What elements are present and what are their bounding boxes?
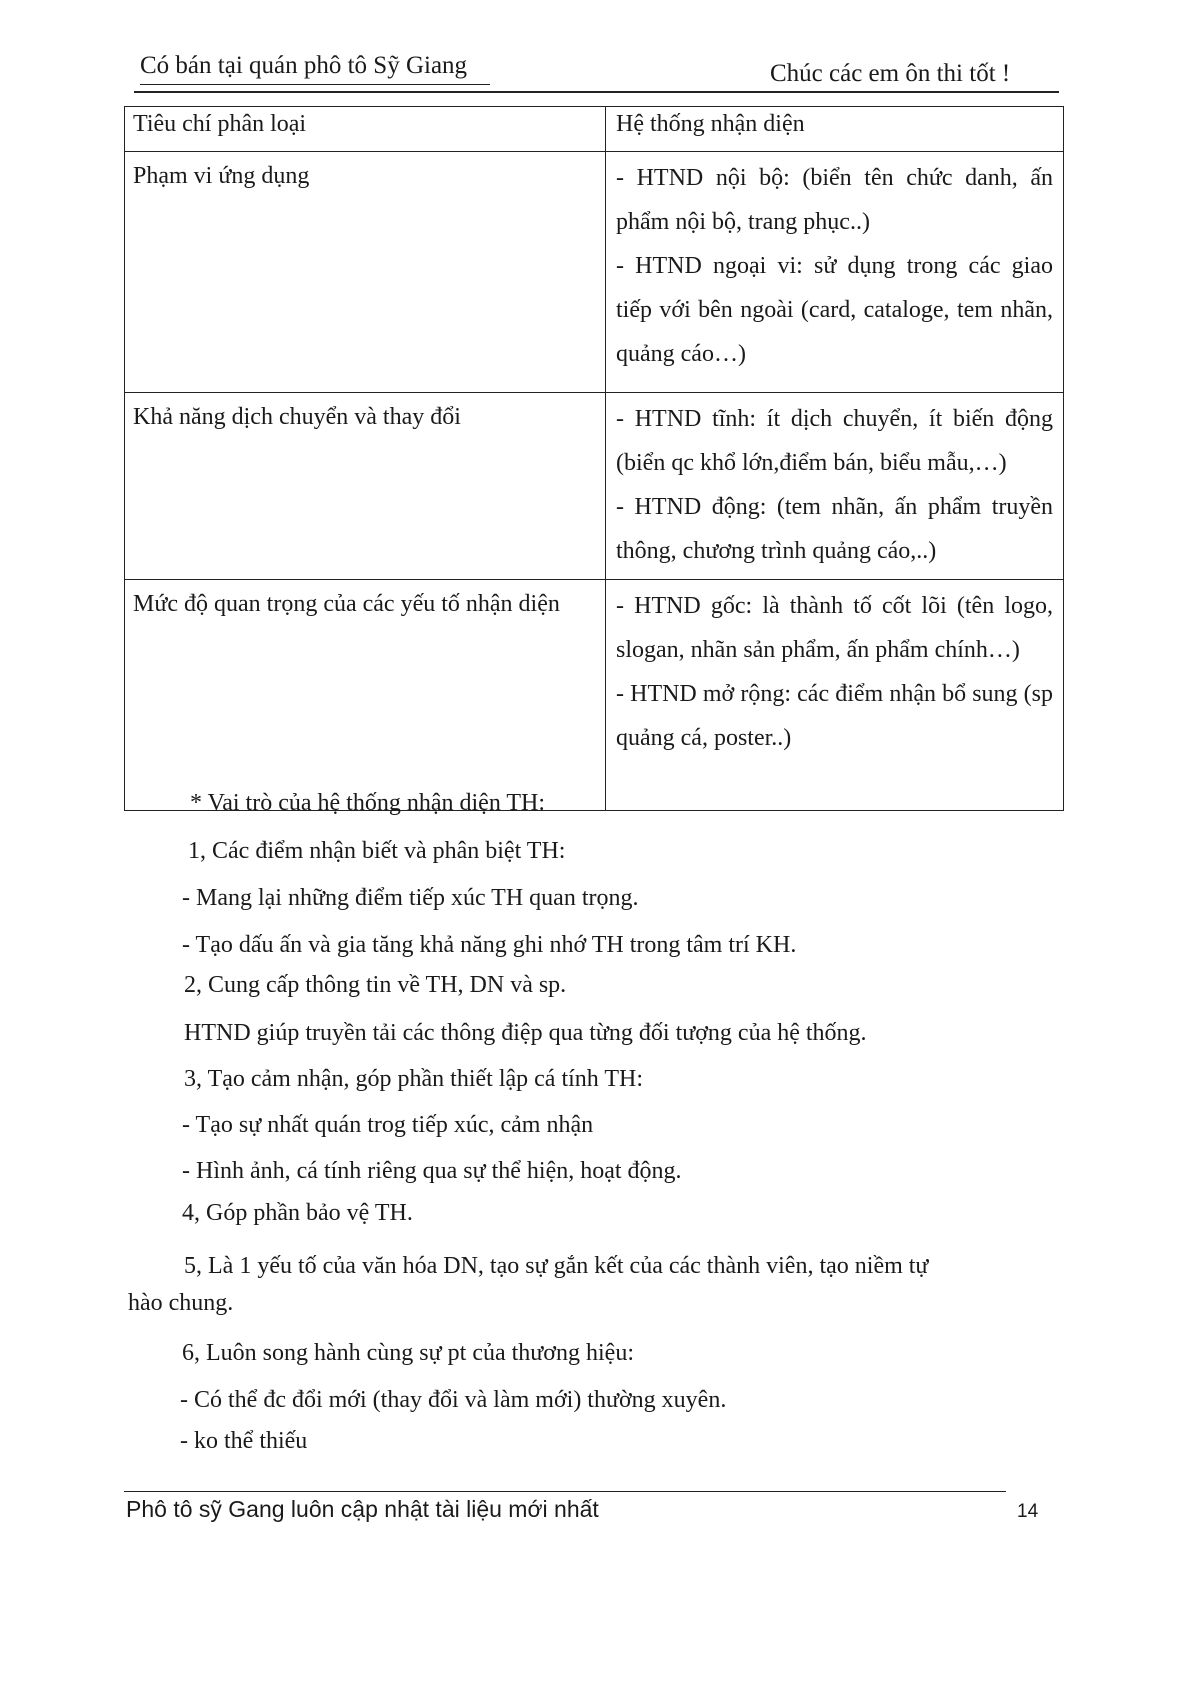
table-item: - HTND nội bộ: (biển tên chức danh, ấn phẩm nội bộ, trang phục..) xyxy=(616,165,1053,235)
point-5-line1: 5, Là 1 yếu tố của văn hóa DN, tạo sự gắn kết của các thành viên, tạo niềm tự xyxy=(184,1253,929,1279)
point-1a: - Mang lại những điểm tiếp xúc TH quan trọng. xyxy=(182,885,639,911)
table-item: - HTND tĩnh: ít dịch chuyển, ít biến động (biển qc khổ lớn,điểm bán, biểu mẫu,…) xyxy=(616,406,1053,476)
point-1b: - Tạo dấu ấn và gia tăng khả năng ghi nhớ TH trong tâm trí KH. xyxy=(182,932,797,958)
point-6: 6, Luôn song hành cùng sự pt của thương hiệu: xyxy=(182,1340,634,1366)
point-4: 4, Góp phần bảo vệ TH. xyxy=(182,1200,413,1226)
footer-rule xyxy=(124,1491,1006,1492)
table-cell-criterion: Phạm vi ứng dụng xyxy=(125,152,606,393)
footer-text: Phô tô sỹ Gang luôn cập nhật tài liệu mới nhất xyxy=(126,1496,599,1522)
table-header-criterion: Tiêu chí phân loại xyxy=(125,107,606,152)
table-cell-system xyxy=(606,152,1064,393)
table-row xyxy=(125,393,1064,580)
table-row xyxy=(125,152,1064,393)
table-item: - HTND ngoại vi: sử dụng trong các giao tiếp với bên ngoài (card, cataloge, tem nhãn, quảng cáo…) xyxy=(616,253,1053,367)
table-cell-system xyxy=(606,393,1064,580)
point-2: 2, Cung cấp thông tin về TH, DN và sp. xyxy=(184,972,567,998)
page-number: 14 xyxy=(1017,1501,1039,1522)
role-heading: * Vai trò của hệ thống nhận diện TH: xyxy=(190,790,546,816)
table-item: - HTND động: (tem nhãn, ấn phẩm truyền thông, chương trình quảng cáo,..) xyxy=(616,494,1053,564)
header-right-text: Chúc các em ôn thi tốt ! xyxy=(770,60,1011,87)
table-row xyxy=(125,580,1064,811)
table-item: - HTND gốc: là thành tố cốt lõi (tên logo, slogan, nhãn sản phẩm, ấn phẩm chính…) xyxy=(616,593,1053,663)
point-3b: - Hình ảnh, cá tính riêng qua sự thể hiện, hoạt động. xyxy=(182,1158,682,1184)
classification-table xyxy=(124,106,1064,811)
point-6a: - Có thể đc đổi mới (thay đổi và làm mới) thường xuyên. xyxy=(180,1387,727,1413)
header-rule xyxy=(134,91,1059,93)
table-header-row xyxy=(125,107,1064,152)
header-left-text: Có bán tại quán phô tô Sỹ Giang xyxy=(140,52,468,79)
point-2a: HTND giúp truyền tải các thông điệp qua từng đối tượng của hệ thống. xyxy=(184,1020,867,1046)
point-3a: - Tạo sự nhất quán trog tiếp xúc, cảm nhận xyxy=(182,1112,594,1138)
table-cell-criterion: Khả năng dịch chuyển và thay đổi xyxy=(125,393,606,580)
point-6b: - ko thể thiếu xyxy=(180,1428,308,1454)
point-3: 3, Tạo cảm nhận, góp phần thiết lập cá tính TH: xyxy=(184,1066,643,1092)
table-cell-criterion: Mức độ quan trọng của các yếu tố nhận diện xyxy=(125,580,606,811)
header-underline xyxy=(140,84,490,85)
point-1: 1, Các điểm nhận biết và phân biệt TH: xyxy=(188,838,566,864)
point-5-line2: hào chung. xyxy=(128,1290,234,1316)
table-header-system: Hệ thống nhận diện xyxy=(606,107,1064,152)
table-cell-system xyxy=(606,580,1064,811)
table-item: - HTND mở rộng: các điểm nhận bổ sung (sp quảng cá, poster..) xyxy=(616,681,1053,751)
